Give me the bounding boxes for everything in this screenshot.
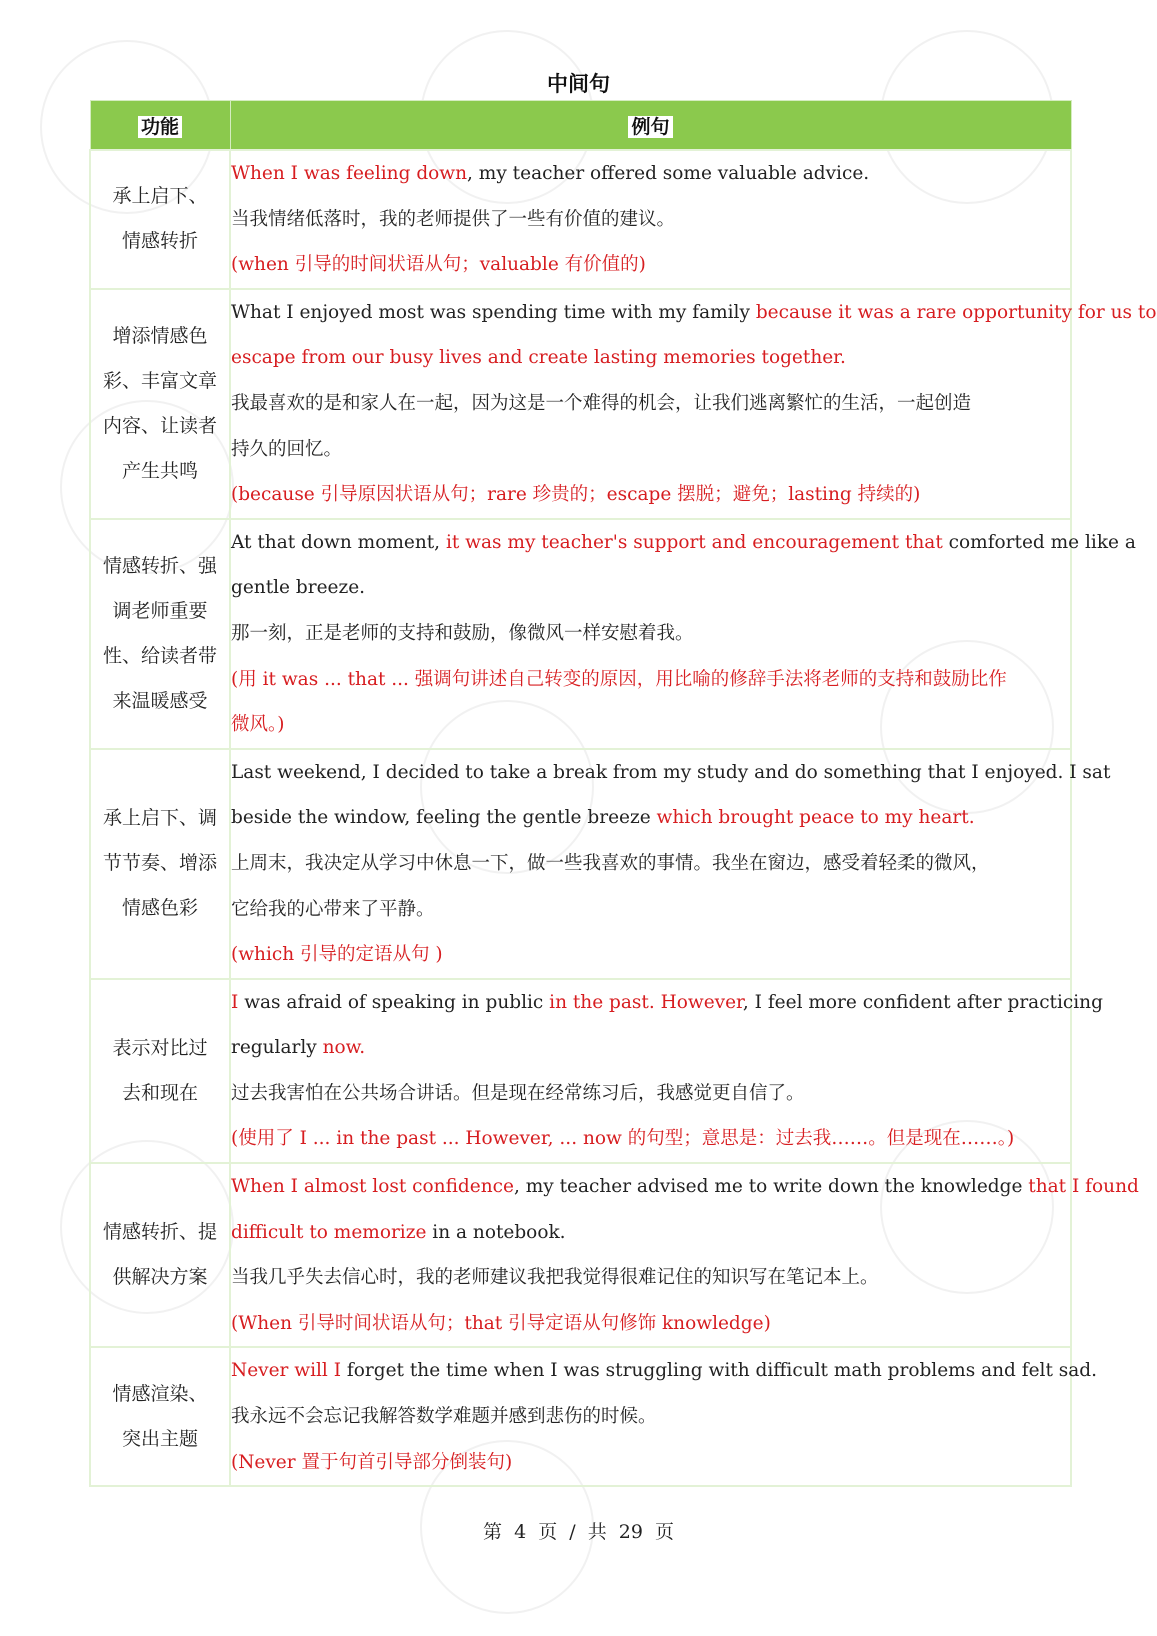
example-line [231, 335, 1070, 381]
highlight-text: escape from our busy lives and create lasting memories together. [231, 347, 846, 369]
example-line [231, 197, 1070, 243]
example-line [231, 795, 1070, 841]
highlight-text: in the past. However [549, 991, 743, 1013]
table-row [90, 979, 1071, 1163]
highlight-text: I [231, 991, 239, 1013]
function-text: 情感转折、提 [102, 1221, 217, 1244]
plain-text: beside the window, feeling the gentle breeze [231, 807, 657, 829]
plain-text: , my teacher advised me to write down the knowledge [513, 1176, 1029, 1198]
example-line [231, 151, 1070, 197]
highlight-text: Never will I [231, 1360, 342, 1382]
function-text: 去和现在 [121, 1081, 198, 1104]
function-text: 产生共鸣 [121, 459, 198, 482]
example-line [231, 1255, 1070, 1301]
example-line [231, 887, 1070, 933]
table-row [90, 150, 1071, 289]
example-line [231, 290, 1157, 336]
example-cell [230, 979, 1103, 1163]
function-cell [90, 1347, 230, 1486]
function-text: 增添情感色 [112, 324, 208, 347]
example-cell [230, 1347, 1098, 1486]
highlight-text: (When 引导时间状语从句；that 引导定语从句修饰 knowledge) [231, 1312, 771, 1334]
plain-text: was afraid of speaking in public [238, 991, 550, 1013]
table-row [90, 289, 1071, 519]
table-row [90, 1347, 1071, 1486]
header-example: 例句 [230, 101, 1071, 151]
example-line [231, 1164, 1139, 1210]
example-line [231, 1440, 1070, 1486]
plain-text: Last weekend, I decided to take a break from my study and do something that I enjoyed. I sat [231, 761, 1111, 783]
plain-text: forget the time when I was struggling with difficult math problems and felt sad. [341, 1360, 1098, 1382]
example-line [231, 1071, 1070, 1117]
function-cell [90, 289, 230, 519]
highlight-text: that I found [1028, 1176, 1139, 1198]
plain-text: in a notebook. [426, 1221, 566, 1243]
highlight-text: (when 引导的时间状语从句；valuable 有价值的) [231, 254, 646, 276]
highlight-text: (Never 置于句首引导部分倒装句) [231, 1451, 513, 1473]
example-line [231, 611, 1070, 657]
example-cell [230, 1163, 1139, 1347]
plain-text: , I feel more confident after practicing [742, 991, 1103, 1013]
example-line [231, 242, 1070, 288]
example-line [231, 1025, 1070, 1071]
highlight-text: (because 引导原因状语从句；rare 珍贵的；escape 摆脱；避免；lasting 持续的) [231, 484, 921, 506]
function-cell [90, 1163, 230, 1347]
example-line [231, 520, 1136, 566]
function-cell [90, 150, 230, 289]
example-line [231, 980, 1103, 1026]
function-cell [90, 519, 230, 749]
plain-text: 我最喜欢的是和家人在一起，因为这是一个难得的机会，让我们逃离繁忙的生活，一起创造 [231, 392, 972, 414]
highlight-text: because it was a rare opportunity for us to [755, 301, 1157, 323]
header-function: 功能 [90, 101, 230, 151]
highlight-text: 微风。) [231, 714, 285, 736]
table-row [90, 1163, 1071, 1347]
function-text: 供解决方案 [112, 1266, 208, 1289]
highlight-text: difficult to memorize [231, 1221, 427, 1243]
function-text: 情感渲染、 [112, 1382, 208, 1405]
plain-text: At that down moment, [231, 531, 446, 553]
page-footer: 第 4 页 / 共 29 页 [483, 1521, 674, 1543]
function-text: 情感色彩 [121, 897, 198, 920]
example-line [231, 472, 1070, 518]
highlight-text: When I was feeling down [231, 163, 468, 184]
function-text: 情感转折 [121, 230, 198, 253]
plain-text: 那一刻，正是老师的支持和鼓励，像微风一样安慰着我。 [231, 622, 694, 644]
plain-text: 它给我的心带来了平静。 [231, 898, 435, 920]
plain-text: comforted me like a [942, 531, 1136, 553]
example-line [231, 1301, 1070, 1347]
plain-text: 持久的回忆。 [231, 438, 343, 460]
table-row [90, 519, 1071, 749]
function-text: 突出主题 [121, 1427, 198, 1450]
highlight-text: it was my teacher's support and encouragement that [445, 531, 943, 553]
plain-text: gentle breeze. [231, 577, 366, 599]
plain-text: 我永远不会忘记我解答数学难题并感到悲伤的时候。 [231, 1406, 657, 1428]
plain-text: 过去我害怕在公共场合讲话。但是现在经常练习后，我感觉更自信了。 [231, 1082, 805, 1104]
example-line [231, 565, 1070, 611]
example-cell [230, 289, 1157, 519]
function-cell [90, 979, 230, 1163]
function-cell [90, 749, 230, 979]
function-text: 彩、丰富文章 [102, 369, 217, 392]
example-cell [230, 150, 1071, 289]
highlight-text: (用 it was ... that ... 强调句讲述自己转变的原因，用比喻的修辞手法将老师的支持和鼓励比作 [231, 668, 1007, 690]
example-line [231, 1348, 1098, 1394]
plain-text: 上周末，我决定从学习中休息一下，做一些我喜欢的事情。我坐在窗边，感受着轻柔的微风， [231, 852, 990, 874]
plain-text: regularly [231, 1037, 323, 1059]
example-line [231, 702, 1070, 748]
function-text: 情感转折、强 [102, 554, 217, 577]
example-line [231, 750, 1111, 796]
function-text: 来温暖感受 [112, 689, 208, 712]
highlight-text: (which 引导的定语从句 ) [231, 944, 443, 966]
example-line [231, 1394, 1070, 1440]
plain-text: 当我几乎失去信心时，我的老师建议我把我觉得很难记住的知识写在笔记本上。 [231, 1267, 879, 1289]
example-cell [230, 749, 1111, 979]
example-line [231, 1116, 1070, 1162]
example-line [231, 427, 1070, 473]
highlight-text: (使用了 I ... in the past ... However, ... now 的句型；意思是：过去我……。但是现在……。) [231, 1128, 1015, 1150]
example-cell [230, 519, 1136, 749]
highlight-text: now. [322, 1037, 366, 1059]
highlight-text: When I almost lost confidence [231, 1176, 514, 1198]
function-text: 内容、让读者 [102, 414, 217, 437]
sentence-table [89, 100, 1157, 1487]
function-text: 表示对比过 [112, 1036, 208, 1059]
example-line [231, 381, 1070, 427]
function-text: 调老师重要 [112, 599, 208, 622]
function-text: 性、给读者带 [102, 644, 217, 667]
plain-text: , my teacher offered some valuable advice. [467, 163, 870, 184]
example-line [231, 841, 1070, 887]
function-text: 承上启下、调 [102, 807, 217, 830]
example-line [231, 932, 1070, 978]
plain-text: 当我情绪低落时，我的老师提供了一些有价值的建议。 [231, 208, 676, 230]
table-header-row [90, 101, 1071, 151]
table-row [90, 749, 1071, 979]
function-text: 节节奏、增添 [102, 852, 217, 875]
example-line [231, 657, 1070, 703]
example-line [231, 1210, 1070, 1256]
function-text: 承上启下、 [112, 185, 208, 208]
page-title: 中间句 [547, 72, 610, 96]
plain-text: What I enjoyed most was spending time with my family [231, 301, 756, 323]
highlight-text: which brought peace to my heart. [656, 807, 975, 829]
